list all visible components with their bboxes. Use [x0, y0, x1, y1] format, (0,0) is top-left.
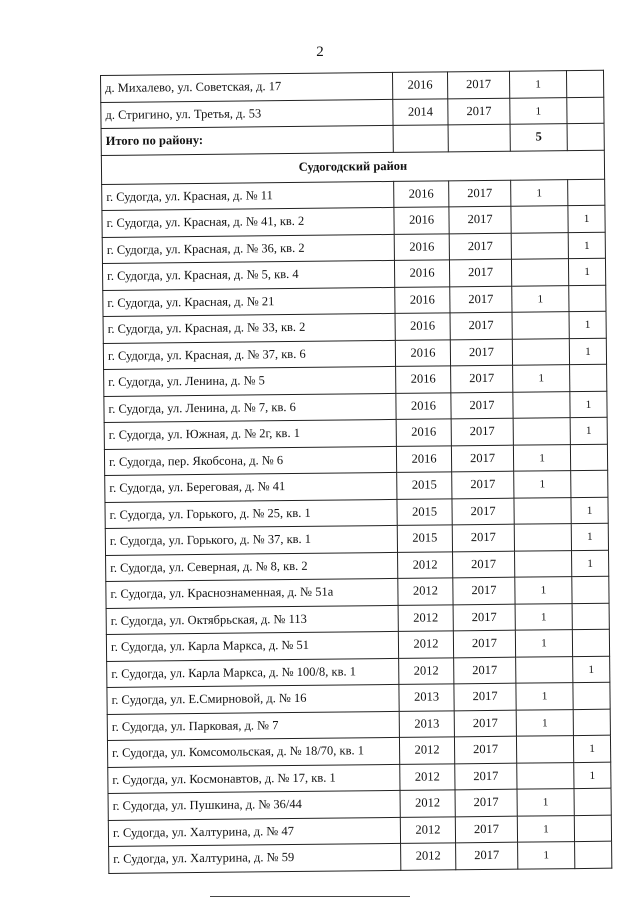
start-year-cell [396, 445, 451, 472]
end-year-cell-text: 2017 [473, 768, 499, 783]
address-cell [107, 711, 399, 741]
address-cell-text: г. Судогда, ул. Ленина, д. № 5 [108, 373, 265, 390]
count-cell-b [573, 709, 610, 736]
start-year-cell-text: 2012 [415, 848, 441, 863]
count-cell-a [515, 550, 572, 577]
count-cell-a-text: 1 [539, 452, 545, 465]
end-year-cell [454, 736, 516, 763]
address-cell [102, 181, 394, 211]
end-year-cell [447, 71, 509, 98]
address-cell [108, 764, 400, 794]
district-title: Судогодский район [101, 150, 604, 184]
address-cell [107, 658, 399, 688]
count-cell-a [513, 365, 570, 392]
end-year-cell [452, 524, 514, 551]
address-cell [105, 499, 397, 529]
count-cell-b-text: 1 [583, 213, 590, 226]
start-year-cell-text: 2016 [408, 212, 435, 228]
count-cell-a [510, 97, 567, 124]
end-year-cell-text: 2017 [466, 103, 492, 118]
count-cell-b [568, 232, 605, 259]
end-year-cell [452, 498, 514, 525]
end-year-cell [451, 365, 513, 392]
count-cell-a-text: 1 [541, 637, 547, 650]
end-year-cell-text: 2017 [472, 689, 498, 704]
count-cell-b [573, 735, 610, 762]
count-cell-b-text: 1 [585, 398, 592, 411]
count-cell-a [516, 736, 573, 763]
address-cell [108, 817, 400, 847]
end-year-cell [451, 418, 513, 445]
count-cell-b [575, 841, 612, 868]
count-cell-a [511, 179, 568, 206]
address-cell-text: г. Судогда, ул. Октябрьская, д. № 113 [110, 611, 307, 628]
count-cell-a [513, 391, 570, 418]
start-year-cell [399, 684, 454, 711]
address-cell [103, 340, 395, 370]
count-cell-b-text: 1 [584, 319, 591, 332]
end-year-cell-text: 2017 [473, 821, 499, 836]
address-cell-text: г. Судогда, ул. Горького, д. № 25, кв. 1 [109, 505, 311, 522]
start-year-cell [395, 339, 450, 366]
start-year-cell-text: 2012 [413, 636, 439, 651]
start-year-cell-text: 2016 [410, 398, 437, 413]
count-cell-b [573, 656, 610, 683]
address-cell-text: д. Михалево, ул. Советская, д. 17 [105, 79, 282, 96]
count-cell-b [571, 470, 608, 497]
start-year-cell-text: 2016 [411, 451, 437, 466]
address-cell-text: г. Судогда, ул. Е.Смирновой, д. № 16 [111, 691, 307, 708]
count-cell-a-text: 1 [540, 584, 547, 597]
count-cell-a-text: 1 [539, 478, 546, 491]
start-year-cell [394, 260, 449, 287]
count-cell-b-text: 1 [588, 663, 595, 676]
end-year-cell [456, 842, 518, 869]
end-year-cell [451, 392, 513, 419]
count-cell-a [511, 206, 568, 233]
end-year-cell [451, 445, 513, 472]
count-cell-a [516, 656, 573, 683]
end-year-cell [453, 577, 515, 604]
count-cell-b-text: 1 [586, 504, 593, 517]
address-cell [104, 419, 396, 449]
address-cell-text: г. Судогда, ул. Комсомольская, д. № 18/70, кв. 1 [112, 743, 365, 761]
count-cell-b-text: 1 [585, 425, 592, 438]
start-year-cell [395, 313, 450, 340]
start-year-cell [400, 816, 455, 843]
address-cell-text: г. Судогда, ул. Красная, д. № 5, кв. 4 [107, 267, 299, 284]
start-year-cell-text: 2013 [413, 689, 440, 704]
count-cell-b [574, 815, 611, 842]
start-year-cell [398, 604, 453, 631]
count-cell-b [569, 285, 606, 312]
end-year-cell [450, 312, 512, 339]
table-body-main [102, 179, 612, 873]
count-cell-a-text: 1 [535, 105, 542, 118]
end-year-cell [455, 763, 517, 790]
end-year-cell [454, 710, 516, 737]
count-cell-a [512, 312, 569, 339]
count-cell-b [572, 603, 609, 630]
start-year-cell-text: 2015 [411, 477, 437, 493]
count-cell-a-text: 1 [543, 823, 549, 836]
count-cell-b-text: 1 [584, 266, 590, 279]
end-year-cell-text: 2017 [468, 344, 494, 359]
end-year-cell-text: 2017 [473, 795, 499, 810]
end-year-cell [453, 551, 515, 578]
address-cell [107, 737, 399, 767]
end-year-cell-text: 2017 [469, 371, 495, 386]
count-cell-b-text: 1 [585, 345, 591, 358]
start-year-cell [400, 790, 455, 817]
start-year-cell [399, 737, 454, 764]
start-year-cell [397, 498, 452, 525]
end-year-cell-text: 2017 [471, 609, 497, 624]
count-cell-b-text: 1 [587, 557, 593, 570]
start-year-cell-text: 2012 [414, 742, 440, 757]
count-cell-a [517, 815, 574, 842]
address-cell [101, 99, 393, 129]
count-cell-a-text: 1 [541, 717, 548, 730]
end-year-cell-text: 2017 [474, 848, 500, 863]
address-cell [106, 605, 398, 635]
end-year-cell [449, 233, 511, 260]
count-cell-a [514, 524, 571, 551]
address-cell [108, 790, 400, 820]
count-cell-a-text: 1 [543, 849, 550, 862]
end-year-cell-text: 2017 [471, 583, 497, 598]
start-year-cell-text: 2012 [415, 795, 441, 810]
end-year-cell-text: 2017 [471, 636, 498, 651]
start-year-cell [401, 843, 456, 870]
start-year-cell-text: 2012 [413, 610, 439, 625]
end-year-cell-text: 2017 [472, 715, 498, 730]
address-cell-text: г. Судогда, ул. Космонавтов, д. № 17, кв. 1 [112, 770, 336, 787]
count-cell-a-text: 1 [537, 293, 544, 306]
address-cell-text: г. Судогда, ул. Халтурина, д. № 59 [113, 850, 295, 867]
start-year-cell-text: 2012 [412, 557, 438, 572]
end-year-cell [455, 789, 517, 816]
count-cell-b [568, 179, 605, 206]
count-cell-a [513, 418, 570, 445]
address-cell-text: г. Судогда, ул. Береговая, д. № 41 [109, 479, 286, 496]
start-year-cell-text: 2016 [410, 371, 436, 387]
count-cell-b [566, 70, 603, 97]
count-cell-b [570, 444, 607, 471]
count-cell-a [517, 762, 574, 789]
count-cell-b-text: 1 [589, 743, 595, 756]
address-cell [104, 366, 396, 396]
count-cell-a [514, 471, 571, 498]
end-year-cell [449, 180, 511, 207]
end-year-cell-text: 2017 [470, 530, 496, 545]
count-cell-b [571, 523, 608, 550]
start-year-cell [393, 98, 448, 125]
count-cell-b-text: 1 [584, 239, 590, 252]
address-cell [102, 207, 394, 237]
address-cell-text: г. Судогда, ул. Краснознаменная, д. № 51а [110, 584, 334, 602]
end-year-cell [453, 630, 515, 657]
start-year-cell-text: 2015 [412, 504, 438, 519]
address-cell-text: г. Судогда, ул. Горького, д. № 37, кв. 1 [109, 532, 312, 549]
end-year-cell-text: 2017 [469, 450, 496, 465]
end-year-cell [453, 604, 515, 631]
count-cell-a [515, 603, 572, 630]
start-year-cell [398, 551, 453, 578]
housing-table [100, 70, 612, 874]
count-cell-b [572, 629, 609, 656]
count-cell-a-text: 1 [535, 78, 541, 91]
count-cell-a [516, 709, 573, 736]
address-cell [105, 472, 397, 502]
end-year-cell-text: 2017 [467, 185, 493, 200]
address-cell [102, 260, 394, 290]
end-year-cell [450, 286, 512, 313]
count-cell-a [512, 338, 569, 365]
table-row [109, 841, 612, 873]
count-cell-a [511, 232, 568, 259]
total-empty-cell [393, 125, 448, 152]
count-cell-a [509, 71, 566, 98]
start-year-cell-text: 2016 [411, 424, 437, 440]
count-cell-b [572, 576, 609, 603]
end-year-cell-text: 2017 [470, 477, 496, 492]
address-cell-text: г. Судогда, ул. Красная, д. № 21 [107, 293, 275, 310]
count-cell-a [517, 789, 574, 816]
start-year-cell-text: 2016 [409, 239, 435, 254]
address-cell-text: г. Судогда, ул. Ленина, д. № 7, кв. 6 [108, 399, 296, 416]
start-year-cell [394, 233, 449, 260]
count-cell-a [513, 444, 570, 471]
start-year-cell [399, 710, 454, 737]
total-empty-cell [567, 123, 604, 150]
start-year-cell-text: 2016 [407, 77, 433, 93]
count-cell-a [516, 683, 573, 710]
count-cell-a [515, 577, 572, 604]
count-cell-a-text: 1 [540, 611, 547, 624]
address-cell [107, 684, 399, 714]
end-year-cell-text: 2017 [467, 238, 493, 253]
address-cell-text: г. Судогда, ул. Северная, д. № 8, кв. 2 [110, 558, 308, 575]
end-year-cell-text: 2017 [468, 318, 494, 333]
start-year-cell [394, 180, 449, 207]
address-cell [103, 313, 395, 343]
scan-edge-line [210, 896, 410, 897]
address-cell-text: г. Судогда, ул. Южная, д. № 2г, кв. 1 [108, 426, 300, 443]
address-cell-text: г. Судогда, ул. Красная, д. № 37, кв. 6 [107, 346, 306, 363]
end-year-cell-text: 2017 [468, 265, 494, 280]
count-cell-b [567, 97, 604, 124]
start-year-cell-text: 2016 [410, 345, 436, 360]
count-cell-b [570, 364, 607, 391]
start-year-cell-text: 2012 [413, 663, 439, 678]
total-value: 5 [510, 124, 567, 151]
end-year-cell [448, 98, 510, 125]
table-body-total [101, 123, 605, 184]
address-cell [106, 578, 398, 608]
total-empty-cell [448, 124, 510, 151]
end-year-cell-text: 2017 [469, 397, 495, 412]
start-year-cell-text: 2012 [415, 822, 441, 837]
address-cell [109, 843, 401, 873]
address-cell [106, 631, 398, 661]
start-year-cell-text: 2015 [412, 530, 438, 546]
count-cell-b-text: 1 [587, 531, 593, 544]
count-cell-b [569, 338, 606, 365]
address-cell [101, 72, 393, 102]
start-year-cell-text: 2012 [414, 769, 440, 784]
address-cell-text: г. Судогда, ул. Халтурина, д. № 47 [112, 823, 294, 840]
table-body-top [101, 70, 605, 128]
end-year-cell [452, 471, 514, 498]
start-year-cell-text: 2016 [410, 318, 436, 334]
count-cell-b [569, 311, 606, 338]
address-cell [102, 234, 394, 264]
start-year-cell [397, 472, 452, 499]
end-year-cell [455, 816, 517, 843]
address-cell-text: г. Судогда, ул. Красная, д. № 11 [106, 187, 273, 204]
count-cell-a [518, 842, 575, 869]
address-cell-text: г. Судогда, ул. Парковая, д. № 7 [111, 717, 279, 734]
end-year-cell-text: 2017 [471, 556, 497, 571]
count-cell-b [574, 762, 611, 789]
count-cell-a-text: 1 [538, 372, 545, 385]
end-year-cell-text: 2017 [473, 742, 499, 757]
address-cell-text: г. Судогда, ул. Красная, д. № 41, кв. 2 [106, 214, 305, 231]
start-year-cell-text: 2014 [407, 104, 433, 119]
start-year-cell [394, 207, 449, 234]
end-year-cell [449, 259, 511, 286]
address-cell [104, 393, 396, 423]
count-cell-b [570, 391, 607, 418]
start-year-cell [398, 631, 453, 658]
count-cell-b [574, 788, 611, 815]
start-year-cell [392, 72, 447, 99]
address-cell [103, 287, 395, 317]
end-year-cell [449, 206, 511, 233]
page-number: 2 [316, 44, 324, 60]
address-cell [104, 446, 396, 476]
count-cell-a-text: 1 [541, 690, 548, 703]
start-year-cell-text: 2013 [414, 716, 440, 731]
count-cell-a [514, 497, 571, 524]
address-cell-text: г. Судогда, ул. Красная, д. № 33, кв. 2 [107, 320, 306, 337]
address-cell-text: г. Судогда, ул. Пушкина, д. № 36/44 [112, 797, 302, 814]
count-cell-a [512, 285, 569, 312]
address-cell-text: г. Судогда, ул. Карла Маркса, д. № 51 [110, 638, 310, 655]
end-year-cell [454, 683, 516, 710]
total-label: Итого по району: [101, 125, 393, 155]
count-cell-b [568, 258, 605, 285]
start-year-cell [396, 392, 451, 419]
start-year-cell-text: 2016 [408, 186, 434, 201]
start-year-cell [396, 419, 451, 446]
address-cell-text: г. Судогда, пер. Якобсона, д. № 6 [108, 452, 284, 469]
end-year-cell [454, 657, 516, 684]
end-year-cell-text: 2017 [466, 77, 492, 92]
start-year-cell-text: 2016 [409, 265, 435, 281]
address-cell [106, 552, 398, 582]
address-cell-text: г. Судогда, ул. Красная, д. № 36, кв. 2 [106, 240, 305, 257]
address-cell [105, 525, 397, 555]
count-cell-b-text: 1 [589, 769, 596, 782]
start-year-cell [395, 286, 450, 313]
address-cell-text: г. Судогда, ул. Карла Маркса, д. № 100/8, кв. 1 [111, 664, 357, 681]
count-cell-a-text: 1 [536, 187, 543, 200]
end-year-cell-text: 2017 [467, 212, 493, 227]
start-year-cell-text: 2012 [412, 583, 438, 599]
start-year-cell [397, 525, 452, 552]
count-cell-b [568, 205, 605, 232]
count-cell-b [573, 682, 610, 709]
end-year-cell-text: 2017 [472, 662, 498, 677]
count-cell-b [572, 550, 609, 577]
count-cell-a [515, 630, 572, 657]
count-cell-b [571, 497, 608, 524]
end-year-cell-text: 2017 [470, 503, 496, 518]
start-year-cell [399, 657, 454, 684]
address-cell-text: д. Стригино, ул. Третья, д. 53 [105, 106, 262, 122]
count-cell-a [511, 259, 568, 286]
end-year-cell-text: 2017 [468, 291, 494, 306]
count-cell-a-text: 1 [542, 796, 549, 809]
end-year-cell [450, 339, 512, 366]
end-year-cell-text: 2017 [469, 424, 495, 439]
start-year-cell [400, 763, 455, 790]
count-cell-b [570, 417, 607, 444]
start-year-cell [398, 578, 453, 605]
start-year-cell-text: 2016 [409, 292, 435, 307]
start-year-cell [396, 366, 451, 393]
